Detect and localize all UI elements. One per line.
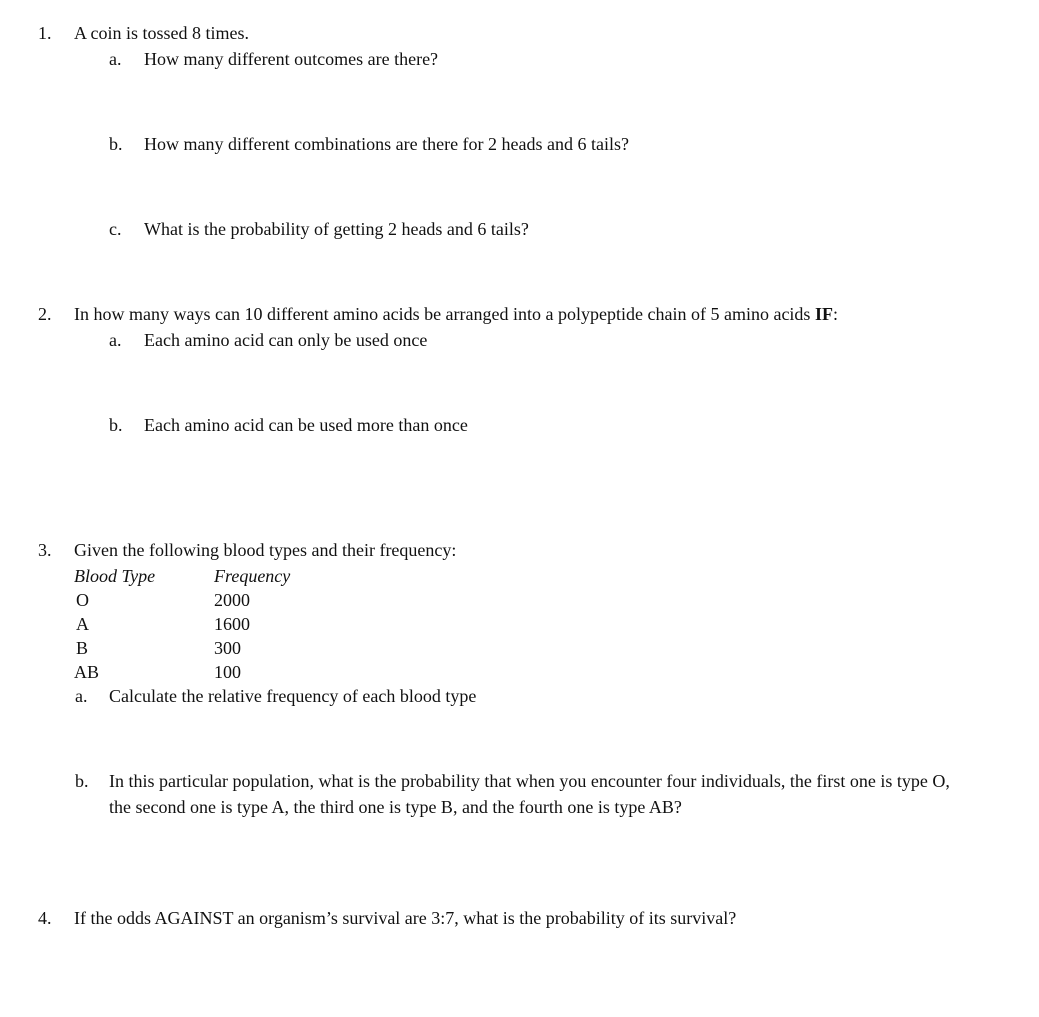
q2b-text: Each amino acid can be used more than once — [144, 415, 468, 435]
table-row-type: A — [76, 614, 89, 634]
q1c-text: What is the probability of getting 2 heads and 6 tails? — [144, 219, 529, 239]
q1c-label: c. — [109, 219, 122, 239]
table-row-frequency: 2000 — [214, 590, 250, 610]
q2-text: In how many ways can 10 different amino acids be arranged into a polypeptide chain of 5 amino acids — [74, 304, 815, 324]
q3-number: 3. — [38, 540, 52, 560]
q3a-text: Calculate the relative frequency of each blood type — [109, 686, 477, 706]
q3b-label: b. — [75, 771, 89, 791]
q1b-label: b. — [109, 134, 123, 154]
q3a-label: a. — [75, 686, 88, 706]
q3b-text-line1: In this particular population, what is the probability that when you encounter four individuals, the first one is type O, — [109, 771, 950, 791]
q3b-text-line2: the second one is type A, the third one is type B, and the fourth one is type AB? — [109, 797, 682, 817]
q2-colon: : — [832, 304, 838, 324]
q2-text-line — [74, 303, 838, 325]
table-header-blood-type: Blood Type — [74, 566, 156, 586]
table-row-frequency: 300 — [214, 638, 241, 658]
q2-number: 2. — [38, 304, 52, 324]
table-row-frequency: 100 — [214, 662, 241, 682]
q1-text: A coin is tossed 8 times. — [74, 23, 249, 43]
q2a-label: a. — [109, 330, 122, 350]
q4-text: If the odds AGAINST an organism’s survival are 3:7, what is the probability of its survival? — [74, 908, 737, 928]
q1-number: 1. — [38, 23, 52, 43]
q1b-text: How many different combinations are there for 2 heads and 6 tails? — [144, 134, 630, 154]
q1a-label: a. — [109, 49, 122, 69]
table-row-frequency: 1600 — [214, 614, 250, 634]
table-row-type: AB — [74, 662, 100, 682]
q2a-text: Each amino acid can only be used once — [144, 330, 428, 350]
table-row-type: B — [76, 638, 89, 658]
q2b-label: b. — [109, 415, 123, 435]
q4-number: 4. — [38, 908, 52, 928]
q1a-text: How many different outcomes are there? — [144, 49, 439, 69]
q3-text: Given the following blood types and their frequency: — [74, 540, 457, 560]
table-header-frequency: Frequency — [214, 566, 291, 586]
q2-emphasis: IF — [814, 304, 833, 324]
table-row-type: O — [76, 590, 89, 610]
